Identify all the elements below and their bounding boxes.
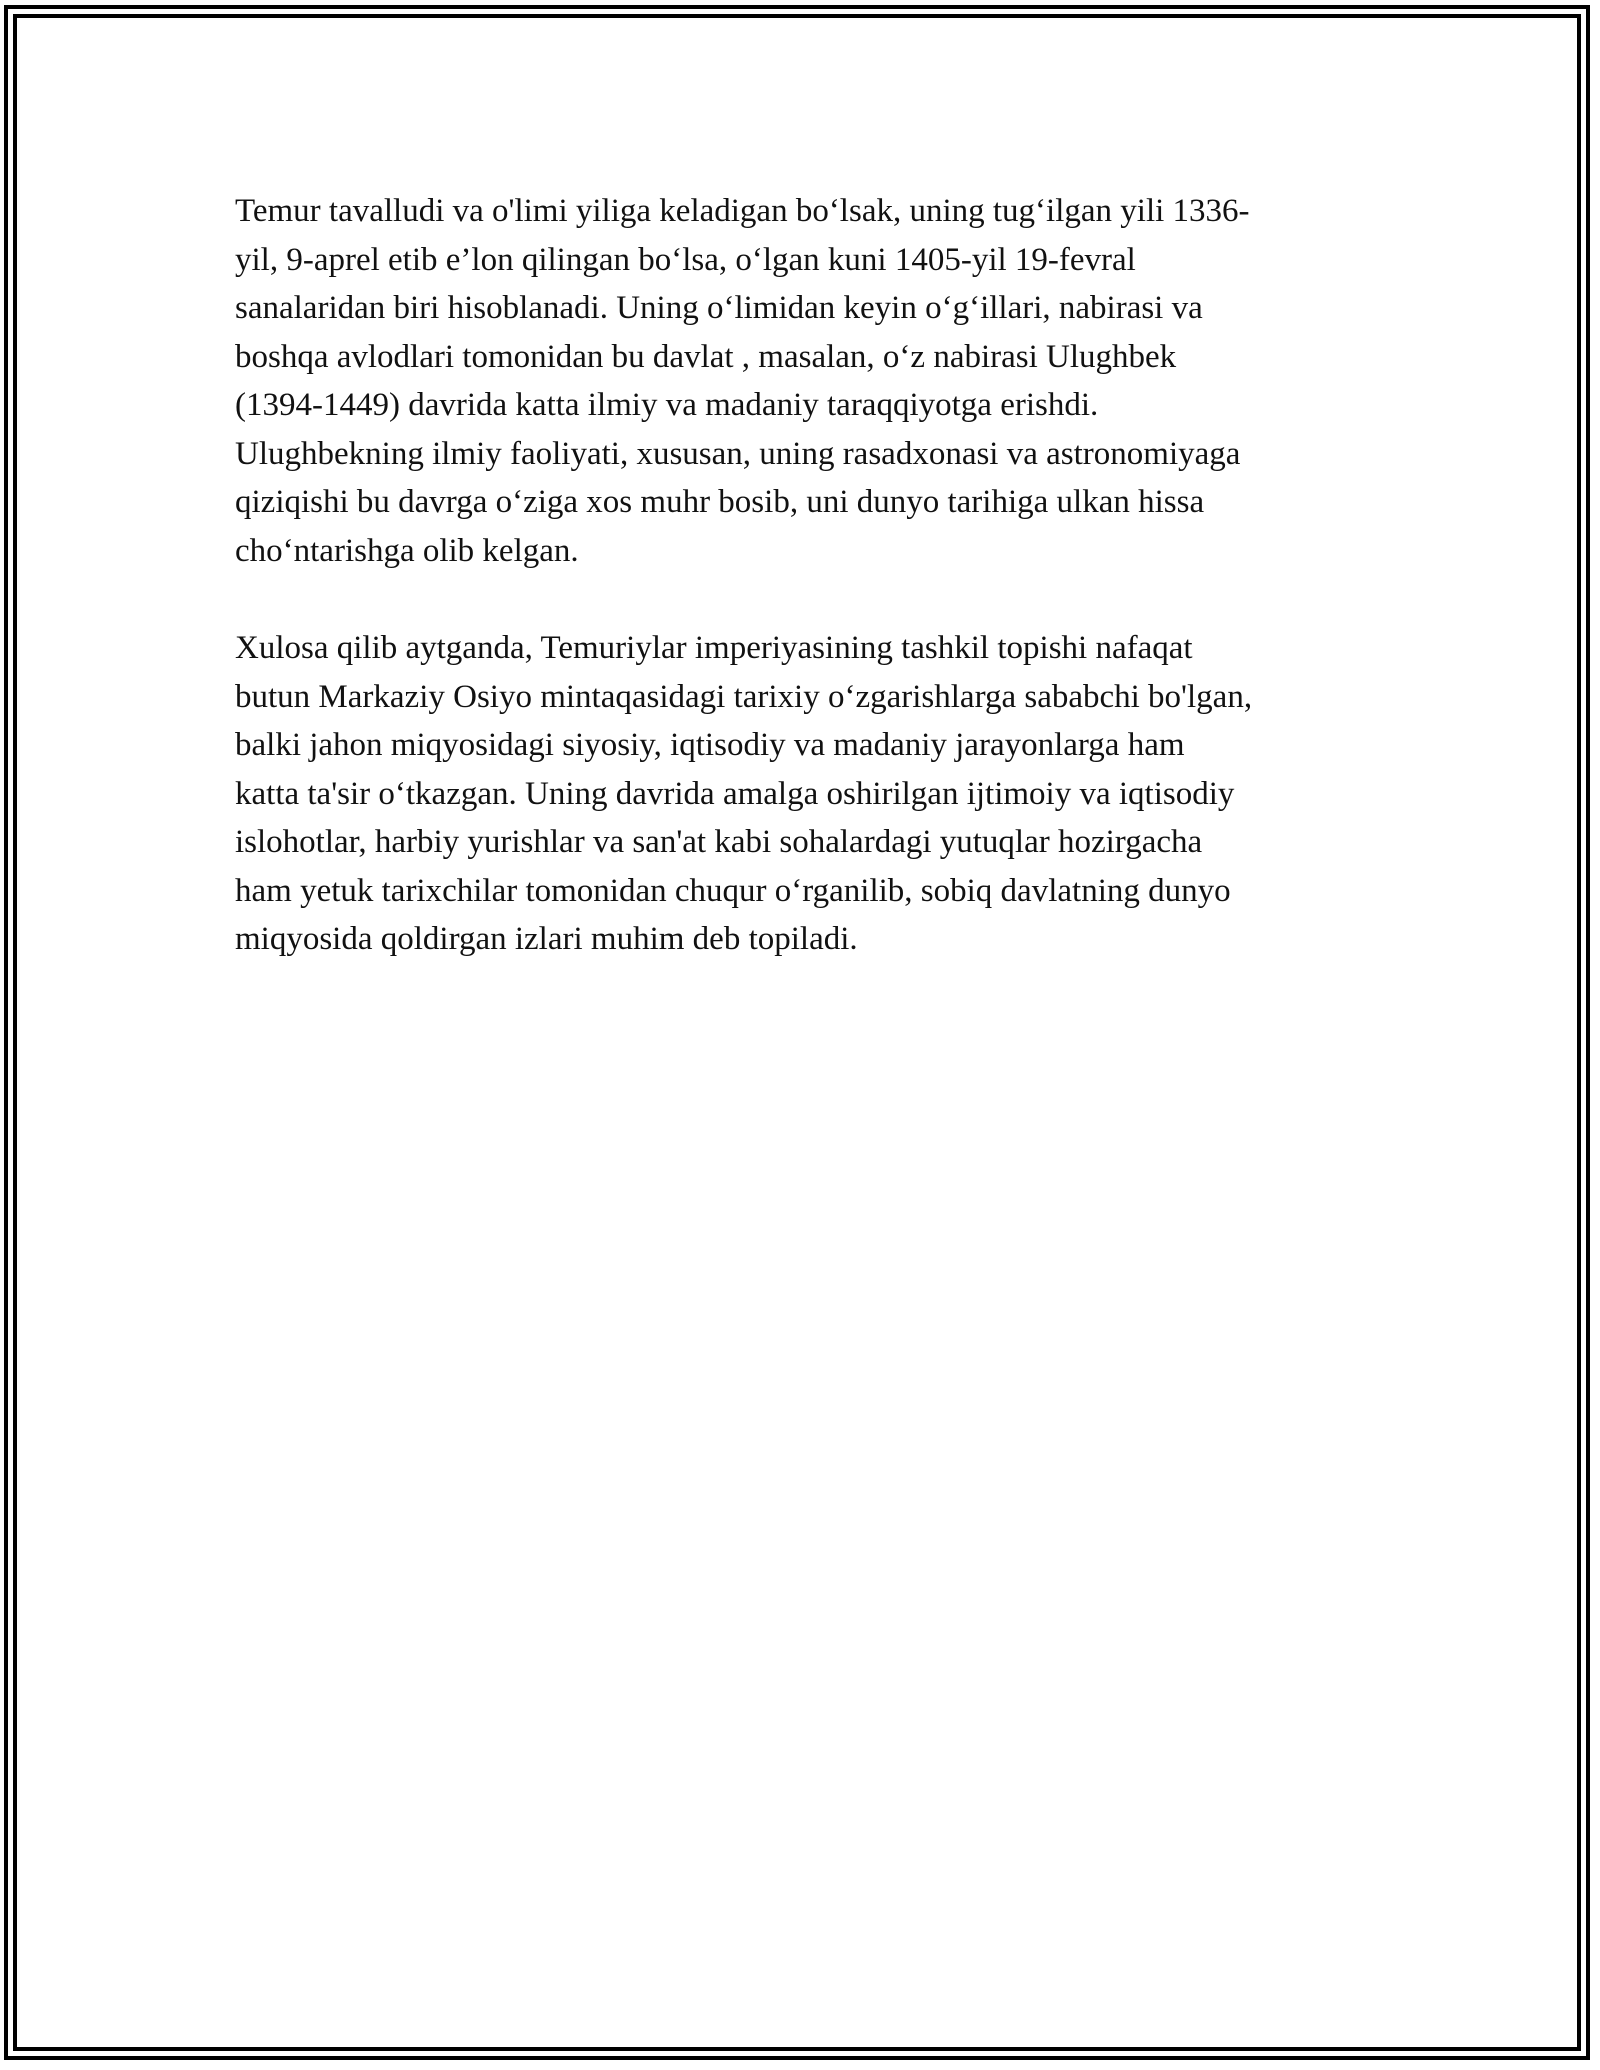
paragraph-2: Xulosa qilib aytganda, Temuriylar imperiyasining tashkil topishi nafaqat butun Markaziy Osiyo mintaqasidagi tarixiy oʻzgarishlarga sababchi bo'lgan, balki jahon miqyosidagi siyosiy, iqtisodiy va madaniy jarayonlarga ham katta ta'sir oʻtkazgan. Uning davrida amalga oshirilgan ijtimoiy va iqtisodiy islohotlar, harbiy yurishlar va san'at kabi sohalardagi yutuqlar hozirgacha ham yetuk tarixchilar tomonidan chuqur oʻrganilib, sobiq davlatning dunyo miqyosida qoldirgan izlari muhim deb topiladi. (235, 630, 1253, 957)
document-body (235, 187, 1385, 964)
paragraph-1: Temur tavalludi va o'limi yiliga keladigan boʻlsak, uning tugʻilgan yili 1336- yil, 9-aprel etib e’lon qilingan boʻlsa, oʻlgan kuni 1405-yil 19-fevral sanalaridan biri hisoblanadi. Uning oʻlimidan keyin oʻgʻillari, nabirasi va boshqa avlodlari tomonidan bu davlat , masalan, oʻz nabirasi Ulughbek (1394-1449) davrida katta ilmiy va madaniy taraqqiyotga erishdi. Ulughbekning ilmiy faoliyati, xususan, uning rasadxonasi va astronomiyaga qiziqishi bu davrga oʻziga xos muhr bosib, uni dunyo tarihiga ulkan hissa choʻntarishga olib kelgan. (235, 193, 1250, 569)
